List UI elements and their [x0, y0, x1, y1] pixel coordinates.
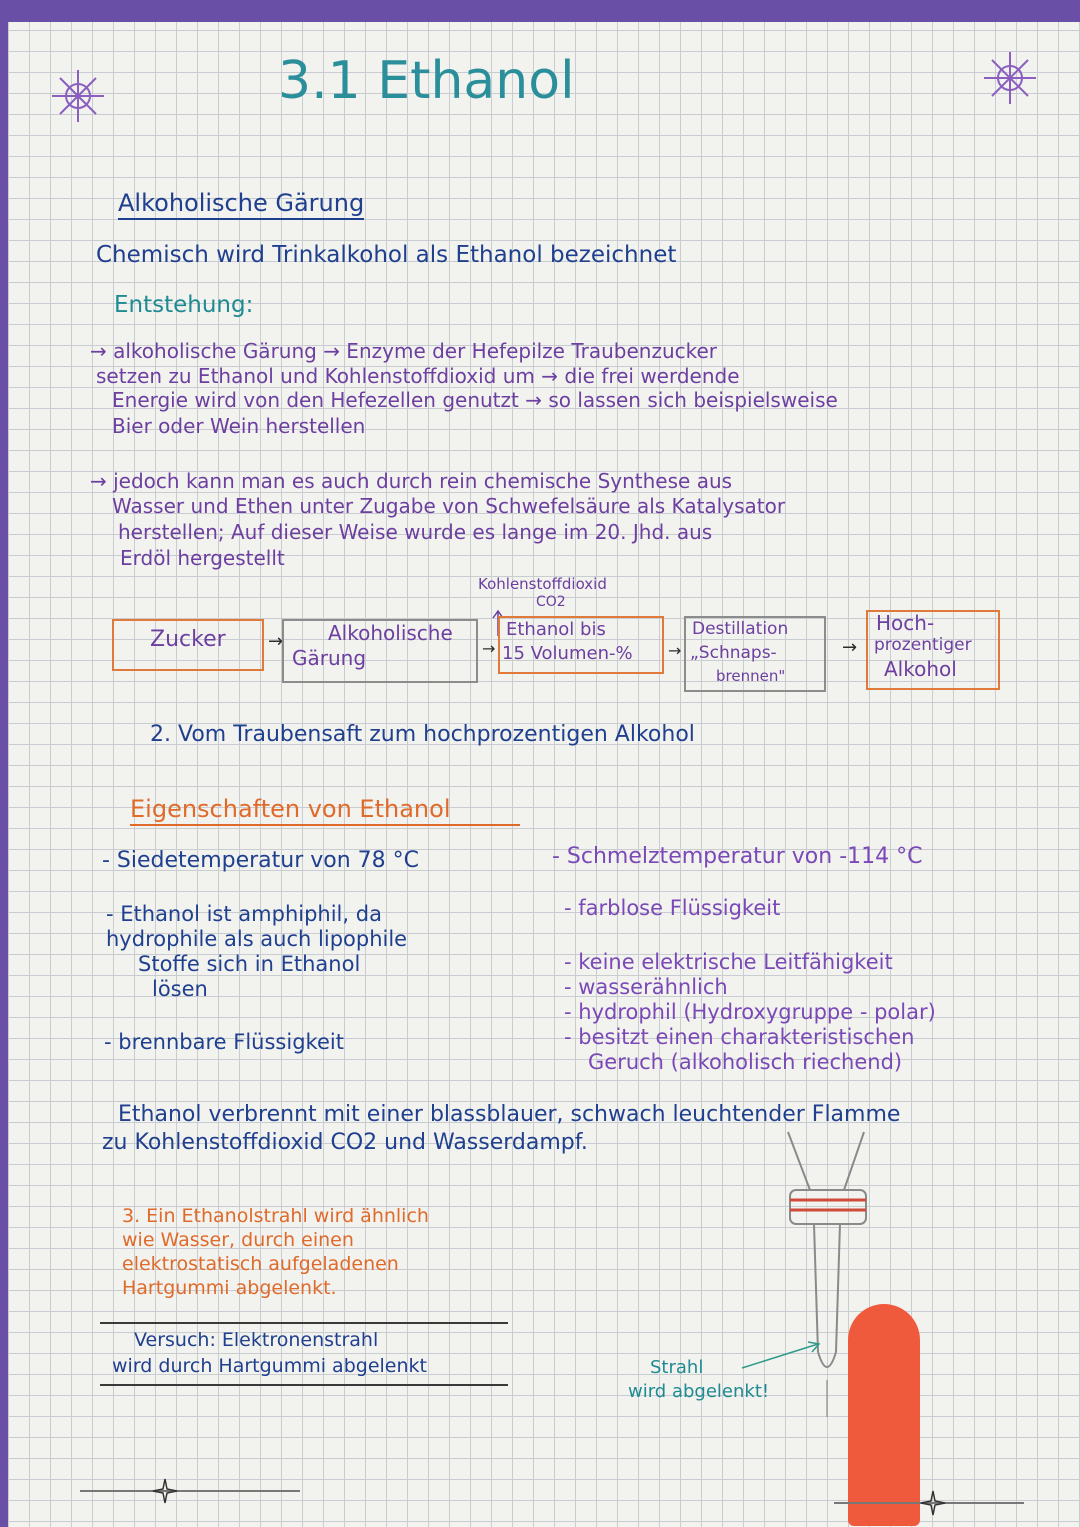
prop-left-3: - brennbare Flüssigkeit — [104, 1030, 344, 1054]
page-title: 3.1 Ethanol — [278, 51, 575, 111]
section-heading-gaerung: Alkoholische Gärung — [118, 190, 364, 220]
combustion-line2: zu Kohlenstoffdioxid CO2 und Wasserdampf. — [102, 1130, 588, 1155]
flow-arrow-2: → — [482, 639, 496, 658]
flow-arrow-1: → — [268, 631, 284, 652]
flow-box-ethanol-text2: 15 Volumen-% — [502, 643, 633, 664]
hard-rubber-rod — [848, 1304, 920, 1526]
prop-right-5: - hydrophil (Hydroxygruppe - polar) — [564, 1000, 936, 1024]
prop-left-1: - Siedetemperatur von 78 °C — [102, 848, 420, 873]
jet-label-line1: Strahl — [650, 1357, 704, 1378]
prop-right-3: - keine elektrische Leitfähigkeit — [564, 950, 893, 974]
notebook-page — [8, 22, 1080, 1527]
jet-arrow — [738, 1338, 828, 1374]
prop-left-2-line2: hydrophile als auch lipophile — [106, 927, 408, 951]
flow-box-zucker-text: Zucker — [150, 627, 226, 652]
versuch-rule-bottom — [100, 1384, 508, 1386]
star-icon-left — [152, 1478, 178, 1504]
figure3-line1: 3. Ein Ethanolstrahl wird ähnlich — [122, 1205, 429, 1227]
jet-label-line2: wird abgelenkt! — [628, 1381, 770, 1402]
prop-right-6-line2: Geruch (alkoholisch riechend) — [588, 1050, 903, 1074]
para2-line3: herstellen; Auf dieser Weise wurde es lange im 20. Jhd. aus — [118, 520, 713, 544]
prop-right-1: - Schmelztemperatur von -114 °C — [552, 844, 923, 869]
prop-right-4: - wasserähnlich — [564, 975, 728, 999]
combustion-line1: Ethanol verbrennt mit einer blassblauer, schwach leuchtender Flamme — [118, 1102, 901, 1127]
flow-box-destillation-text1: Destillation — [692, 619, 789, 639]
para1-line1: → alkoholische Gärung → Enzyme der Hefepilze Traubenzucker — [90, 339, 718, 363]
bottom-line-left — [80, 1490, 300, 1492]
versuch-rule-top — [100, 1322, 508, 1324]
para1-line4: Bier oder Wein herstellen — [112, 414, 366, 438]
prop-left-2-line1: - Ethanol ist amphiphil, da — [106, 902, 382, 926]
intro-text: Chemisch wird Trinkalkohol als Ethanol bezeichnet — [96, 242, 677, 268]
para1-line2: setzen zu Ethanol und Kohlenstoffdioxid um → die frei werdende — [96, 364, 740, 388]
flow-box-destillation-text2: „Schnaps- — [690, 643, 777, 663]
snowflake-icon-right — [978, 46, 1042, 110]
snowflake-icon-left — [46, 64, 110, 128]
flow-box-alkohol-text3: Alkohol — [884, 657, 957, 681]
figure3-line3: elektrostatisch aufgeladenen — [122, 1253, 399, 1275]
flow-box-gaerung-text2: Gärung — [292, 646, 367, 670]
figure3-line2: wie Wasser, durch einen — [122, 1229, 354, 1251]
figure3-line4: Hartgummi abgelenkt. — [122, 1277, 337, 1299]
para2-line4: Erdöl hergestellt — [120, 546, 285, 570]
prop-right-2: - farblose Flüssigkeit — [564, 896, 781, 920]
flow-box-gaerung-text1: Alkoholische — [328, 621, 453, 645]
flow-caption: 2. Vom Traubensaft zum hochprozentigen Alkohol — [150, 722, 695, 747]
prop-right-6-line1: - besitzt einen charakteristischen — [564, 1025, 915, 1049]
properties-heading: Eigenschaften von Ethanol — [130, 796, 520, 826]
versuch-line1: Versuch: Elektronenstrahl — [134, 1329, 379, 1351]
para2-line2: Wasser und Ethen unter Zugabe von Schwefelsäure als Katalysator — [112, 494, 786, 518]
flow-box-alkohol-text1: Hoch- — [876, 611, 935, 635]
flow-arrow-3: → — [668, 641, 682, 660]
para1-line3: Energie wird von den Hefezellen genutzt → so lassen sich beispielsweise — [112, 388, 838, 412]
prop-left-2-line3: Stoffe sich in Ethanol — [138, 952, 361, 976]
flow-box-alkohol-text2: prozentiger — [874, 635, 972, 655]
star-icon-right — [920, 1490, 946, 1516]
prop-left-2-line4: lösen — [152, 977, 208, 1001]
para2-line1: → jedoch kann man es auch durch rein chemische Synthese aus — [90, 469, 733, 493]
flow-arrow-4: → — [842, 637, 858, 658]
entstehung-label: Entstehung: — [114, 292, 254, 318]
co2-formula: CO2 — [536, 594, 566, 610]
flow-box-destillation-text3: brennen" — [716, 667, 786, 685]
versuch-line2: wird durch Hartgummi abgelenkt — [112, 1355, 427, 1377]
flow-box-ethanol-text1: Ethanol bis — [506, 619, 606, 640]
co2-label: Kohlenstoffdioxid — [478, 575, 607, 593]
